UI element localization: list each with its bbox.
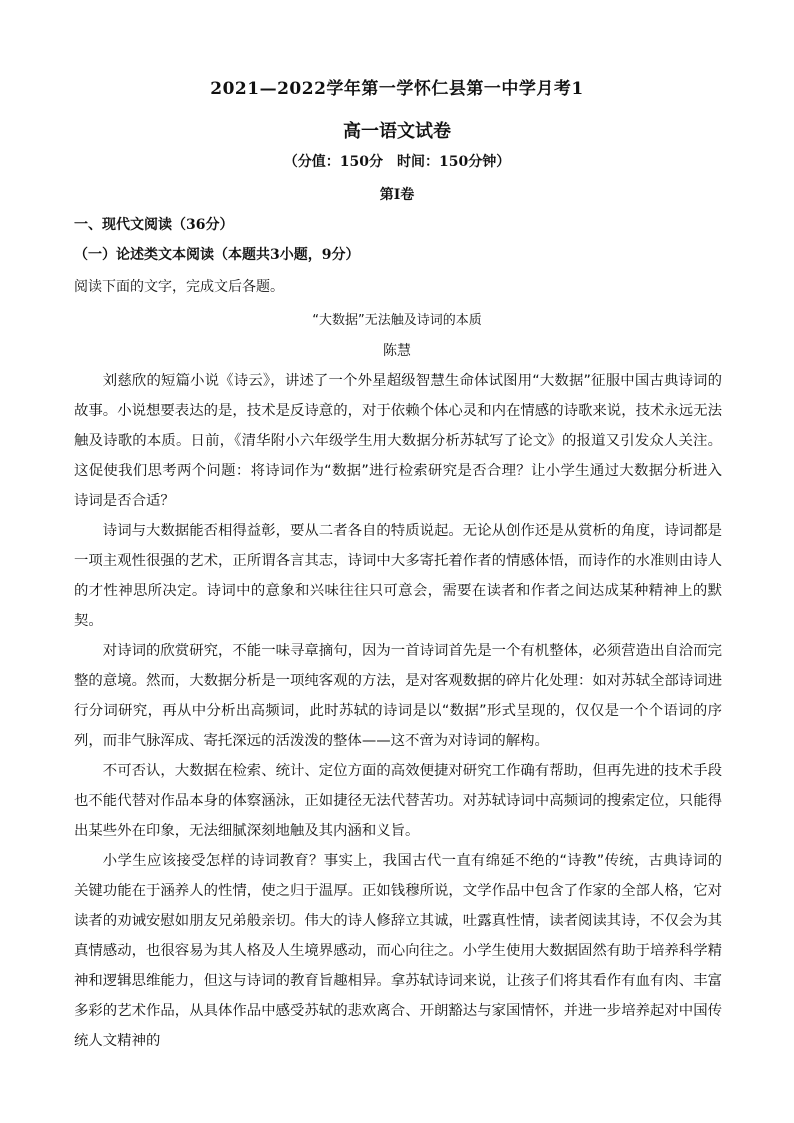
subsection-heading: （一）论述类文本阅读（本题共3小题，9分）: [74, 247, 360, 263]
article-paragraph: 诗词与大数据能否相得益彰，要从二者各自的特质说起。无论从创作还是从赏析的角度，诗词都是一项主观性很强的艺术，正所谓各言其志，诗词中大多寄托着作者的情感体悟，而诗作的水准则由诗人的才性神思所决定。诗词中的意象和兴味往往只可意会，需要在读者和作者之间达成某种精神上的默契。: [74, 523, 722, 629]
reading-instruction: 阅读下面的文字，完成文后各题。: [74, 279, 284, 295]
subject-title: 高一语文试卷: [343, 121, 451, 142]
exam-title: 2021—2022学年第一学怀仁县第一中学月考1: [210, 79, 584, 99]
article-author: 陈慧: [383, 343, 411, 359]
article-body: [74, 366, 722, 1056]
article-paragraph: 对诗词的欣赏研究，不能一味寻章摘句，因为一首诗词首先是一个有机整体，必须营造出自洽而完整的意境。然而，大数据分析是一项纯客观的方法，是对客观数据的碎片化处理：如对苏轼全部诗词进行分词研究，再从中分析出高频词，此时苏轼的诗词是以“数据”形式呈现的，仅仅是一个个语词的序列，而非气脉浑成、寄托深远的活泼泼的整体——这不啻为对诗词的解构。: [74, 643, 722, 749]
article-title: “大数据”无法触及诗词的本质: [312, 313, 482, 328]
article-paragraph: 不可否认，大数据在检索、统计、定位方面的高效便捷对研究工作确有帮助，但再先进的技术手段也不能代替对作品本身的体察涵泳，正如捷径无法代替苦功。对苏轼诗词中高频词的搜索定位，只能得出某些外在印象，无法细腻深刻地触及其内涵和义旨。: [74, 763, 722, 839]
article-paragraph: 小学生应该接受怎样的诗词教育？事实上，我国古代一直有绵延不绝的“诗教”传统，古典诗词的关键功能在于涵养人的性情，使之归于温厚。正如钱穆所说，文学作品中包含了作家的全部人格，它对读者的劝诫安慰如朋友兄弟般亲切。伟大的诗人修辞立其诚，吐露真性情，读者阅读其诗，不仅会为其真情感动，也很容易为其人格及人生境界感动，而心向往之。小学生使用大数据固然有助于培养科学精神和逻辑思维能力，但这与诗词的教育旨趣相异。拿苏轼诗词来说，让孩子们将其看作有血有肉、丰富多彩的艺术作品，从具体作品中感受苏轼的悲欢离合、开朗豁达与家国情怀，并进一步培养起对中国传统人文精神的: [74, 853, 722, 1049]
score-time-info: （分值：150分 时间：150分钟）: [283, 154, 511, 170]
section-heading: 一、现代文阅读（36分）: [74, 217, 234, 233]
volume-label: 第Ⅰ卷: [379, 187, 415, 203]
article-paragraph: 刘慈欣的短篇小说《诗云》，讲述了一个外星超级智慧生命体试图用“大数据”征服中国古典诗词的故事。小说想要表达的是，技术是反诗意的，对于依赖个体心灵和内在情感的诗歌来说，技术永远无法触及诗歌的本质。日前，《清华附小六年级学生用大数据分析苏轼写了论文》的报道又引发众人关注。这促使我们思考两个问题：将诗词作为“数据”进行检索研究是否合理？让小学生通过大数据分析进入诗词是否合适？: [74, 373, 722, 509]
